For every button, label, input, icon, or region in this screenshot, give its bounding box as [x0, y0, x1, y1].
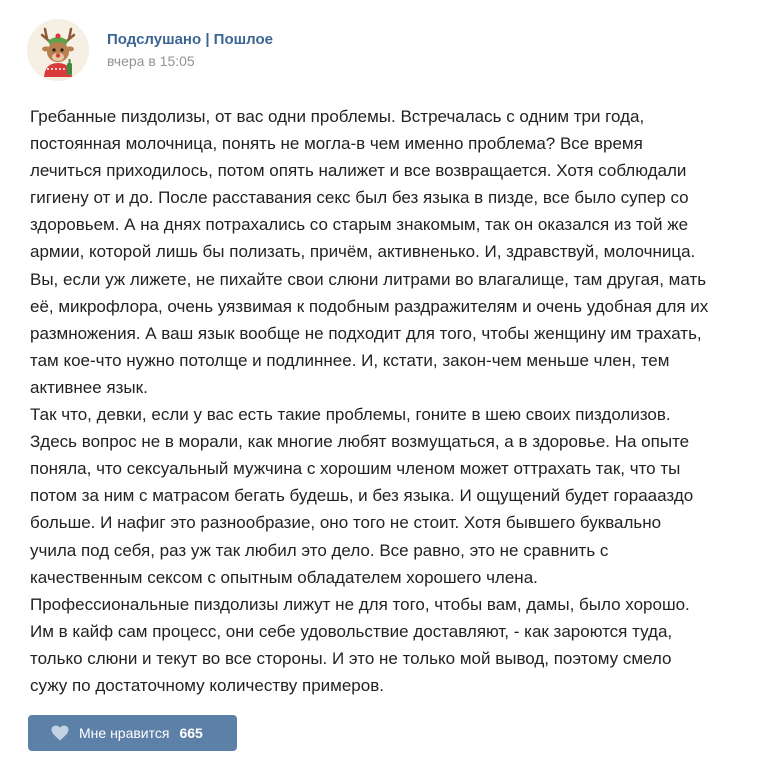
post-text-line: армии, которой лишь бы полизать, причём, активненько. И, здравствуй, молочница.	[30, 242, 696, 262]
post-text-line: Гребанные пиздолизы, от вас одни проблемы. Встречалась с одним три года,	[30, 107, 645, 126]
like-button[interactable]	[28, 715, 237, 751]
author-name[interactable]: Подслушано | Пошлое	[107, 30, 273, 48]
post-text-line: Профессиональные пиздолизы лижут не для того, чтобы вам, дамы, было хорошо.	[30, 594, 690, 614]
post-text-line: размножения. А ваш язык вообще не подходит для того, чтобы женщину им трахать,	[30, 323, 702, 343]
post-text-line: гигиену от и до. После расставания секс был без языка в пизде, все было супер со	[30, 188, 689, 208]
post-text-line: потом за ним с матрасом бегать будешь, и без языка. И ощущений будет гораааздо	[30, 486, 694, 506]
post-text-line: постоянная молочница, понять не могла-в чем именно проблема? Все время	[30, 134, 643, 154]
post-text-line: сужу по достаточному количеству примеров.	[30, 675, 384, 695]
post-text-line: учила под себя, раз уж так любил это дело. Все равно, это не сравнить с	[30, 540, 609, 560]
post-text-line: поняла, что сексуальный мужчина с хорошим членом может оттрахать так, что ты	[30, 459, 681, 479]
post-text-line: лечиться приходилось, потом опять налижет и все возвращается. Хотя соблюдали	[30, 161, 687, 181]
post-text-line: Вы, если уж лижете, не пихайте свои слюни литрами во влагалище, там другая, мать	[30, 269, 707, 289]
post-text-line: Здесь вопрос не в морали, как многие любят возмущаться, а в здоровье. На опыте	[30, 432, 690, 452]
like-count: 665	[179, 725, 203, 741]
like-label: Мне нравится	[79, 725, 170, 741]
avatar[interactable]	[27, 19, 89, 81]
post-text-line: больше. И нафиг это разнообразие, оно того не стоит. Хотя бывшего буквально	[30, 513, 662, 533]
post-text-line: качественным сексом с опытным обладателем хорошего члена.	[30, 567, 538, 587]
deer-avatar-icon	[27, 19, 89, 81]
post-meta	[107, 30, 273, 71]
heart-icon	[51, 725, 69, 741]
post-text-line: здоровьем. А на днях потрахались со старым знакомым, так он оказался из той же	[30, 215, 689, 235]
post-header	[27, 19, 273, 81]
post-text-line: там кое-что нужно потолще и подлиннее. И, кстати, закон-чем меньше член, тем	[30, 350, 670, 370]
post-text-line: только слюни и текут во все стороны. И это не только мой вывод, поэтому смело	[30, 648, 672, 668]
post-text-line: её, микрофлора, очень уязвимая к подобным раздражителям и очень удобная для их	[30, 296, 709, 316]
post-text-line: Так что, девки, если у вас есть такие проблемы, гоните в шею своих пиздолизов.	[30, 405, 671, 425]
post-date[interactable]: вчера в 15:05	[107, 52, 195, 69]
post-text-line: Им в кайф сам процесс, они себе удовольствие доставляют, - как зароются туда,	[30, 621, 673, 641]
post-text	[30, 103, 765, 699]
post-text-line: активнее язык.	[30, 377, 148, 397]
